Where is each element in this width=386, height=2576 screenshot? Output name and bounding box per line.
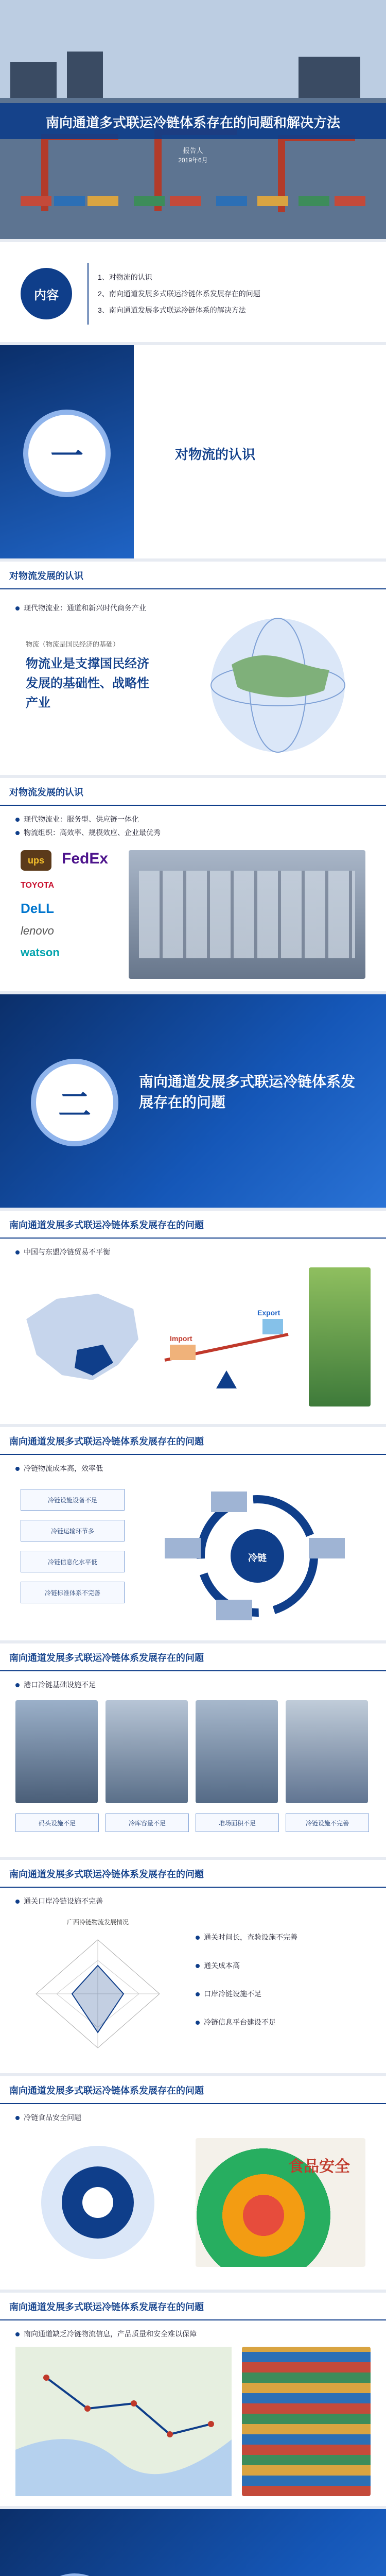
section-2-title: 南向通道发展多式联运冷链体系发展存在的问题 [139, 1074, 356, 1110]
cycle-center-label: 冷链 [248, 1553, 267, 1563]
logo-watsons: watson [21, 946, 60, 959]
toc-item-2[interactable]: 2、南向通道发展多式联运冷链体系发展存在的问题 [98, 290, 260, 298]
china-map [15, 1278, 149, 1396]
problem-slide-1 [0, 1211, 386, 1427]
bullet-dot [15, 831, 20, 835]
header-title: 南向通道发展多式联运冷链体系发展存在的问题 [9, 1220, 204, 1230]
slide-header [0, 1860, 386, 1888]
slide-header [0, 2293, 386, 2320]
list-item-1 [196, 1932, 297, 1942]
list-text: 通关时间长，查验设施不完善 [204, 1933, 297, 1941]
food-safety-stamp: 食品安全 [288, 2158, 350, 2175]
bullet-dot [15, 818, 20, 822]
logo-toyota: TOYOTA [21, 881, 55, 890]
header-title: 南向通道发展多式联运冷链体系发展存在的问题 [9, 1653, 204, 1663]
quote-text: 物流业是支撑国民经济发展的基础性、战略性产业 [26, 657, 149, 710]
issue-box-2: 冷链运输环节多 [21, 1520, 125, 1541]
section-3-slide [0, 2509, 386, 2576]
quote-label: 物流（物流是国民经济的基础） [26, 640, 120, 648]
export-label: Export [257, 1309, 280, 1317]
port-photo-1 [15, 1700, 98, 1803]
bullet-dot [196, 1936, 200, 1940]
toc-slide [0, 242, 386, 345]
logo-fedex: FedEx [62, 850, 109, 867]
bullet-dot [15, 1467, 20, 1471]
section-2-number-ring [31, 1059, 118, 1146]
chart-title: 广西冷链物流发展情况 [66, 1919, 129, 1926]
bullet-dot [15, 1683, 20, 1687]
bullet-point-2 [15, 827, 161, 838]
bullet-text: 冷链食品安全问题 [24, 2113, 81, 2122]
list-item-2 [196, 1960, 240, 1971]
bullet-point [15, 1247, 110, 1257]
list-text: 冷链信息平台建设不足 [204, 2018, 276, 2026]
problem-slide-2 [0, 1427, 386, 1643]
slide-header [0, 562, 386, 589]
slide-header [0, 1427, 386, 1455]
section-1-title: 对物流的认识 [175, 447, 256, 462]
bullet-dot [15, 1900, 20, 1904]
bullet-point [15, 2329, 197, 2339]
header-title: 南向通道发展多式联运冷链体系发展存在的问题 [9, 1869, 204, 1879]
header-title: 南向通道发展多式联运冷链体系发展存在的问题 [9, 2086, 204, 2096]
slide-header [0, 1643, 386, 1671]
bullet-dot [15, 1250, 20, 1255]
produce-photo [309, 1267, 371, 1406]
recognition-slide-2 [0, 778, 386, 994]
issue-box-1: 冷链设施设备不足 [21, 1489, 125, 1511]
bullet-text: 港口冷链基础设施不足 [24, 1681, 96, 1689]
problem-slide-4 [0, 1860, 386, 2076]
bullet-dot [15, 606, 20, 611]
caption-4: 冷链设施不完善 [286, 1814, 369, 1832]
slide-header [0, 778, 386, 806]
cover-title: 南向通道多式联运冷链体系存在的问题和解决方法 [45, 115, 340, 130]
bullet-point [15, 603, 146, 613]
section-1-number: 一 [50, 437, 83, 474]
bullet-dot [196, 1964, 200, 1968]
radar-chart [21, 1929, 175, 2058]
logo-dell: DeLL [21, 901, 54, 916]
section-3-background [0, 2509, 386, 2576]
warehouse-shelves [139, 871, 355, 958]
section-1-slide [0, 345, 386, 562]
header-title: 南向通道发展多式联运冷链体系发展存在的问题 [9, 2302, 204, 2312]
toc-badge-label: 内容 [34, 288, 59, 302]
cover-author: 报告人 [183, 147, 203, 155]
list-item-3 [196, 1989, 261, 1999]
header-title: 对物流发展的认识 [9, 571, 83, 581]
logo-ups: ups [21, 850, 51, 871]
header-title: 对物流发展的认识 [9, 787, 83, 798]
caption-1: 码头设施不足 [15, 1814, 99, 1832]
bullet-point-1 [15, 814, 139, 824]
problem-slide-6 [0, 2293, 386, 2509]
issue-box-4: 冷链标准体系不完善 [21, 1582, 125, 1603]
section-2-slide [0, 994, 386, 1211]
problem-slide-5 [0, 2076, 386, 2293]
bullet-text: 南向通道缺乏冷链物流信息，产品质量和安全难以保障 [24, 2330, 197, 2338]
bullet-text: 现代物流业：通道和新兴时代商务产业 [24, 604, 146, 612]
cover-date: 2019年6月 [178, 157, 208, 164]
gear-diagram [21, 2133, 175, 2272]
bullet-text: 冷链物流成本高，效率低 [24, 1464, 103, 1472]
bullet-text: 中国与东盟冷链贸易不平衡 [24, 1248, 110, 1256]
slide-header [0, 2076, 386, 2104]
cover-slide [0, 0, 386, 242]
bullet-dot [15, 2332, 20, 2336]
port-photo-4 [286, 1700, 368, 1803]
port-photo-2 [106, 1700, 188, 1803]
caption-3: 堆场面积不足 [196, 1814, 279, 1832]
bullet-dot [196, 1992, 200, 1996]
toc-divider [87, 263, 89, 325]
bullet-text: 物流组织：高效率、规模效应、企业最优秀 [24, 828, 161, 837]
container-yard-photo [242, 2347, 371, 2496]
issue-box-3: 冷链信息化水平低 [21, 1551, 125, 1572]
globe-illustration [185, 608, 371, 762]
bullet-point [15, 1680, 96, 1690]
section-2-number: 二 [58, 1087, 91, 1124]
recognition-slide-1 [0, 562, 386, 778]
bullet-text: 通关口岸冷链设施不完善 [24, 1897, 103, 1905]
slide-header [0, 1211, 386, 1239]
problem-slide-3 [0, 1643, 386, 1860]
bullet-dot [196, 2021, 200, 2025]
bullet-dot [15, 2116, 20, 2120]
warehouse-photo [129, 850, 365, 979]
list-text: 口岸冷链设施不足 [204, 1990, 261, 1998]
toc-item-3[interactable]: 3、南向通道发展多式联运冷链体系的解决方法 [98, 306, 246, 314]
list-item-4 [196, 2017, 276, 2027]
import-label: Import [170, 1334, 192, 1343]
toc-badge [21, 268, 72, 319]
toc-item-1[interactable]: 1、对物流的认识 [98, 273, 152, 281]
bullet-point [15, 1896, 103, 1906]
section-1-number-ring [23, 410, 111, 497]
bullet-text: 现代物流业：服务型、供应链一体化 [24, 815, 139, 823]
port-photo-3 [196, 1700, 278, 1803]
bullet-point [15, 1463, 103, 1473]
header-title: 南向通道发展多式联运冷链体系发展存在的问题 [9, 1436, 204, 1447]
route-map [15, 2347, 232, 2496]
bullet-point [15, 2112, 81, 2123]
logo-lenovo: lenovo [21, 924, 54, 937]
caption-2: 冷库容量不足 [106, 1814, 189, 1832]
list-text: 通关成本高 [204, 1961, 240, 1970]
